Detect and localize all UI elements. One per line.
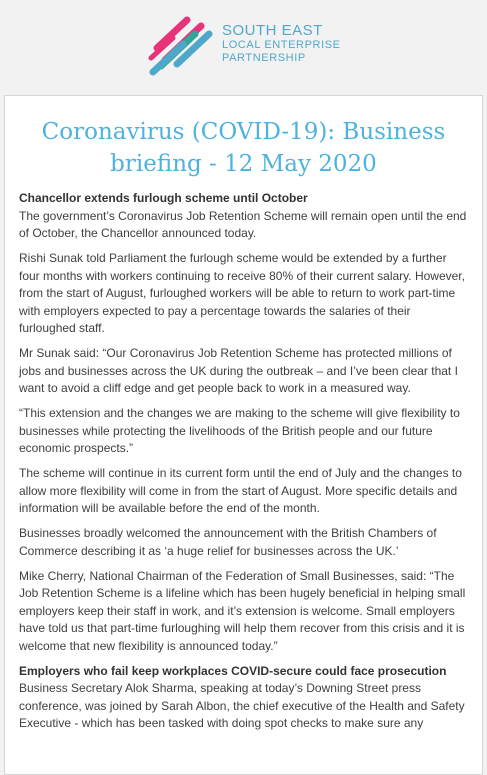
paragraph: Mr Sunak said: “Our Coronavirus Job Retention Scheme has protected millions of jobs and businesses across the UK during the outbreak – and I’ve been clear that I want to avoid a cliff edge and get people back to work in a measured way. bbox=[19, 346, 458, 395]
paragraph: Businesses broadly welcomed the announcement with the British Chambers of Commerce describing it as ‘a huge relief for businesses across the UK.’ bbox=[19, 526, 437, 558]
paragraph: The scheme will continue in its current form until the end of July and the changes to allow more flexibility will come in from the start of August. More specific details and information will be available before the end of the month. bbox=[19, 466, 462, 515]
section-heading-covid-secure: Employers who fail keep workplaces COVID-secure could face prosecution bbox=[19, 663, 447, 678]
header bbox=[0, 0, 487, 95]
article-title: Coronavirus (COVID-19): Business briefing - 12 May 2020 bbox=[41, 119, 446, 177]
paragraph: Mike Cherry, National Chairman of the Federation of Small Businesses, said: “The Job Retention Scheme is a lifeline which has been hugely beneficial in helping small employers keep their staff in work, and it’s extension is welcome. Small employers have told us that part-time furloughing will help them recover from this crisis and it is welcome that new flexibility is announced today.” bbox=[19, 568, 466, 653]
logo-line-1: SOUTH EAST bbox=[222, 22, 323, 39]
paragraph: “This extension and the changes we are making to the scheme will give flexibility to businesses while protecting the livelihoods of the British people and our future economic prospects.” bbox=[19, 406, 460, 455]
logo-line-2: LOCAL ENTERPRISE bbox=[222, 39, 341, 51]
paragraph: Rishi Sunak told Parliament the furlough scheme would be extended by a further four months with workers continuing to receive 80% of their current salary. However, from the start of August, furloughed workers will be able to return to work part-time with employers expected to pay a percentage towards the salaries of their furloughed staff. bbox=[19, 251, 465, 335]
section-heading-furlough: Chancellor extends furlough scheme until October bbox=[19, 191, 308, 205]
logo-line-3: PARTNERSHIP bbox=[222, 52, 306, 64]
logo-text bbox=[222, 22, 341, 65]
paragraph: The government’s Coronavirus Job Retention Scheme will remain open until the end of October, the Chancellor announced today. bbox=[19, 208, 467, 240]
newsletter-card bbox=[4, 95, 483, 775]
paragraph: Business Secretary Alok Sharma, speaking at today’s Downing Street press conference, was joined by Sarah Albon, the chief executive of the Health and Safety Executive - which has been tasked with doing spot checks to make sure any bbox=[19, 681, 465, 730]
article-body bbox=[5, 190, 482, 733]
selep-stripes-logo-icon bbox=[143, 14, 223, 76]
